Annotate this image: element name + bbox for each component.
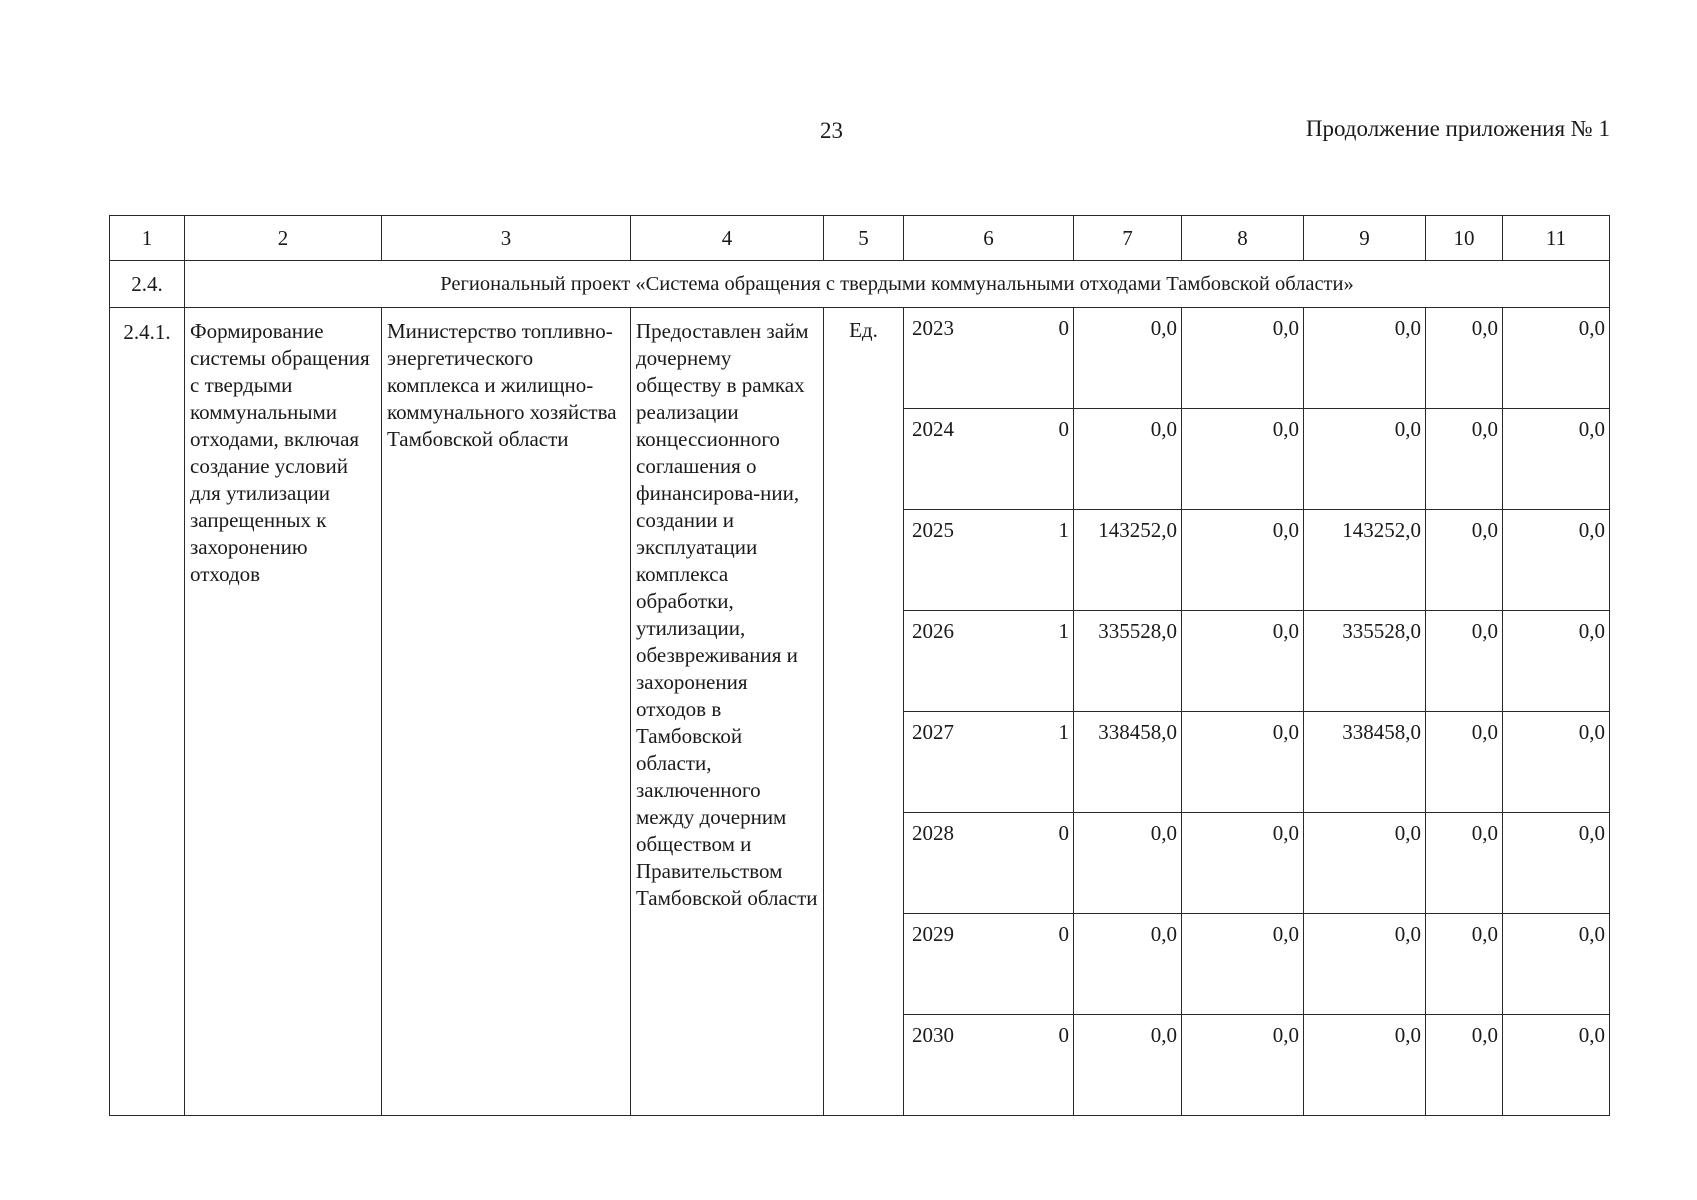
column-number: 3 (382, 216, 631, 261)
value-cell: 335528,0 (1074, 611, 1182, 712)
value-cell: 0,0 (1426, 914, 1503, 1015)
quantity-cell: 0 (968, 1015, 1074, 1116)
column-number: 2 (185, 216, 382, 261)
item-result: Предоставлен займ дочернему обществу в рамках реализации концессионного соглашения о финансирова-нии, создании и эксплуатации комплекса обработки, утилизации, обезвреживания и захоронения отходов в Тамбовской области, заключенного между дочерним обществом и Правительством Тамбовской области (631, 308, 824, 1116)
year-cell: 2024 (904, 409, 968, 510)
year-cell: 2025 (904, 510, 968, 611)
year-cell: 2029 (904, 914, 968, 1015)
quantity-cell: 1 (968, 712, 1074, 813)
value-cell: 0,0 (1304, 308, 1426, 409)
value-cell: 0,0 (1304, 409, 1426, 510)
page-number: 23 (820, 118, 843, 143)
column-number: 8 (1182, 216, 1304, 261)
value-cell: 0,0 (1503, 308, 1610, 409)
value-cell: 143252,0 (1074, 510, 1182, 611)
item-name: Формирование системы обращения с твердыми коммунальными отходами, включая создание условий для утилизации запрещенных к захоронению отходов (185, 308, 382, 1116)
value-cell: 0,0 (1426, 308, 1503, 409)
column-number: 10 (1426, 216, 1503, 261)
value-cell: 0,0 (1426, 611, 1503, 712)
continuation-label: Продолжение приложения № 1 (1305, 116, 1610, 141)
quantity-cell: 0 (968, 914, 1074, 1015)
quantity-cell: 0 (968, 813, 1074, 914)
item-number: 2.4.1. (110, 308, 185, 1116)
item-executor: Министерство топливно-энергетического комплекса и жилищно-коммунального хозяйства Тамбовской области (382, 308, 631, 1116)
value-cell: 0,0 (1426, 510, 1503, 611)
year-cell: 2030 (904, 1015, 968, 1116)
quantity-cell: 0 (968, 308, 1074, 409)
year-cell: 2023 (904, 308, 968, 409)
section-row (110, 261, 1610, 308)
column-number: 9 (1304, 216, 1426, 261)
year-cell: 2028 (904, 813, 968, 914)
value-cell: 338458,0 (1304, 712, 1426, 813)
value-cell: 0,0 (1503, 914, 1610, 1015)
column-number: 4 (631, 216, 824, 261)
value-cell: 0,0 (1304, 813, 1426, 914)
value-cell: 0,0 (1426, 712, 1503, 813)
value-cell: 0,0 (1182, 510, 1304, 611)
section-title: Региональный проект «Система обращения с твердыми коммунальными отходами Тамбовской области» (185, 261, 1610, 308)
value-cell: 335528,0 (1304, 611, 1426, 712)
value-cell: 0,0 (1074, 308, 1182, 409)
value-cell: 0,0 (1503, 409, 1610, 510)
column-number-row (110, 216, 1610, 261)
value-cell: 0,0 (1182, 611, 1304, 712)
year-cell: 2027 (904, 712, 968, 813)
value-cell: 0,0 (1182, 409, 1304, 510)
value-cell: 0,0 (1182, 914, 1304, 1015)
value-cell: 0,0 (1426, 409, 1503, 510)
quantity-cell: 0 (968, 409, 1074, 510)
value-cell: 338458,0 (1074, 712, 1182, 813)
table-row (110, 308, 1610, 409)
value-cell: 0,0 (1074, 1015, 1182, 1116)
value-cell: 0,0 (1182, 308, 1304, 409)
value-cell: 0,0 (1503, 813, 1610, 914)
value-cell: 0,0 (1304, 1015, 1426, 1116)
column-number: 5 (824, 216, 904, 261)
column-number: 6 (904, 216, 1074, 261)
quantity-cell: 1 (968, 611, 1074, 712)
value-cell: 0,0 (1074, 409, 1182, 510)
year-cell: 2026 (904, 611, 968, 712)
value-cell: 0,0 (1182, 813, 1304, 914)
value-cell: 0,0 (1503, 1015, 1610, 1116)
item-unit: Ед. (824, 308, 904, 1116)
column-number: 1 (110, 216, 185, 261)
value-cell: 0,0 (1426, 1015, 1503, 1116)
value-cell: 0,0 (1182, 1015, 1304, 1116)
value-cell: 0,0 (1074, 813, 1182, 914)
value-cell: 0,0 (1503, 611, 1610, 712)
value-cell: 0,0 (1304, 914, 1426, 1015)
quantity-cell: 1 (968, 510, 1074, 611)
column-number: 7 (1074, 216, 1182, 261)
value-cell: 0,0 (1182, 712, 1304, 813)
value-cell: 0,0 (1503, 712, 1610, 813)
appendix-table (109, 215, 1610, 1116)
value-cell: 0,0 (1503, 510, 1610, 611)
value-cell: 143252,0 (1304, 510, 1426, 611)
value-cell: 0,0 (1074, 914, 1182, 1015)
value-cell: 0,0 (1426, 813, 1503, 914)
column-number: 11 (1503, 216, 1610, 261)
section-number: 2.4. (110, 261, 185, 308)
